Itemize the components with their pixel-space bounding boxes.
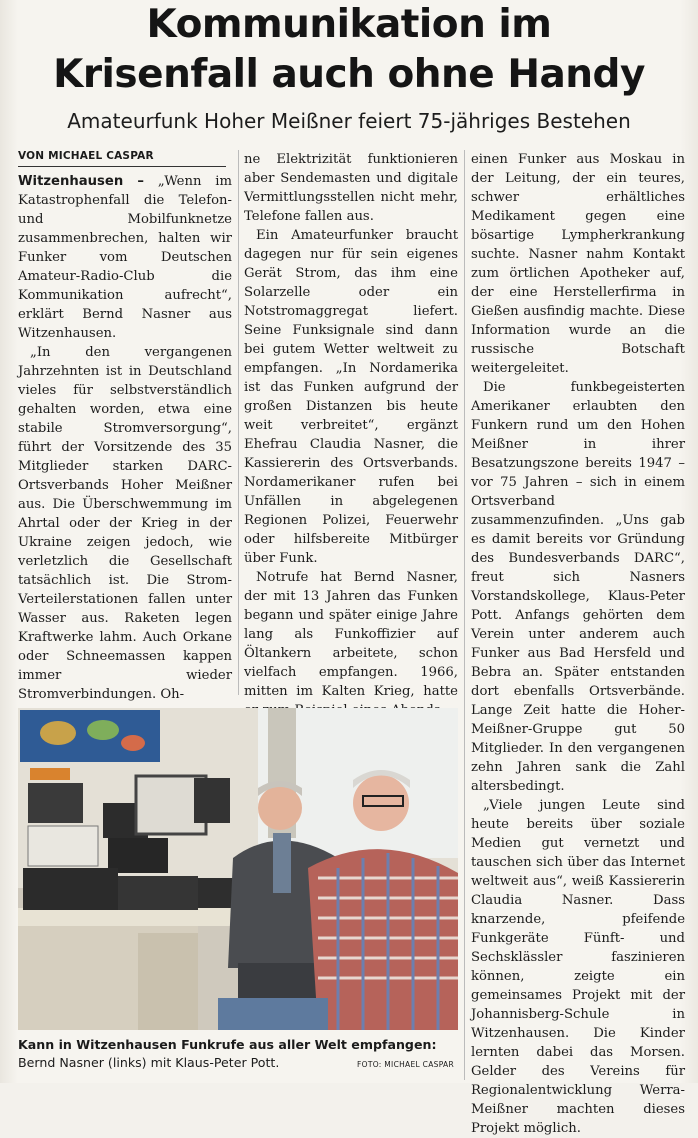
article-column-3 — [471, 150, 685, 1138]
subheadline: Amateurfunk Hoher Meißner feiert 75-jähriges Bestehen — [67, 109, 631, 133]
column-divider-2 — [464, 150, 465, 1080]
byline: VON MICHAEL CASPAR — [18, 150, 226, 167]
paragraph — [18, 172, 232, 343]
paragraph: Die funkbegeisterten Amerikaner erlaubten den Funkern rund um den Hohen Meißner in ihrer Besatzungszone bereits 1947 – vor 75 Jahren – sich in einem Ortsverband zusammenzufinden. „Uns gab es damit bereits vor Gründung des Bundesverbands DARC“, freut sich Nasners Vorstandskollege, Klaus-Peter Pott. Anfangs gehörten dem Verein unter anderem auch Funker aus Bad Hersfeld und Bebra an. Später entstanden dort ebenfalls Ortsverbände. Lange Zeit hatte die Hoher-Meißner-Gruppe gut 50 Mitglieder. In den vergangenen zehn Jahren sank die Zahl altersbedingt. — [471, 380, 685, 794]
paragraph: „Viele jungen Leute sind heute bereits über soziale Medien gut vernetzt und tauschen sich über das Internet weltweit aus“, weiß Kassiererin Claudia Nasner. Dass knarzende, pfeifende Funkgeräte Fünft- und Sechsklässler faszinieren können, zeigte ein gemeinsames Projekt mit der Johannisberg-Schule in Witzenhausen. Die Kinder lernten dabei das Morsen. Gelder des Vereins für Regionalentwicklung Werra-Meißner machten dieses Projekt möglich. — [471, 798, 685, 1136]
paragraph: einen Funker aus Moskau in der Leitung, der ein teures, schwer erhältliches Medikament gegen eine bösartige Lympherkrankung suchte. Nasner nahm Kontakt zum örtlichen Apotheker auf, der eine Herstellerfirma in Gießen ausfindig machte. Diese Information wurde an die russische Botschaft weitergeleitet. — [471, 152, 685, 376]
photo-credit: FOTO: MICHAEL CASPAR — [357, 1060, 454, 1069]
caption-bold: Kann in Witzenhausen Funkrufe aus aller Welt empfangen: — [18, 1037, 437, 1052]
article-column-2 — [244, 150, 458, 720]
lead-place: Witzenhausen – — [18, 174, 145, 189]
caption-text: Bernd Nasner (links) mit Klaus-Peter Pott. — [18, 1055, 280, 1070]
paragraph: ne Elektrizität funktionieren aber Sendemasten und digitale Vermittlungsstellen nicht mehr, Telefone fallen aus. — [244, 152, 458, 224]
paragraph: Ein Amateurfunker braucht dagegen nur für sein eigenes Gerät Strom, das ihm eine Solarzelle oder ein Notstromaggregat liefert. Seine Funksignale sind dann bei gutem Wetter weltweit zu empfangen. „In Nordamerika ist das Funken aufgrund der großen Distanzen bis heute weit verbreitet“, ergänzt Ehefrau Claudia Nasner, die Kassiererin des Ortsverbands. Nordamerikaner rufen bei Unfällen in abgelegenen Regionen Polizei, Feuerwehr oder hilfsbereite Mitbürger über Funk. — [244, 228, 458, 566]
paragraph-text: „Wenn im Katastrophenfall die Telefon- und Mobilfunknetze zusammenbrechen, halten wir Funker vom Deutschen Amateur-Radio-Club die Kommunikation aufrecht“, erklärt Bernd Nasner aus Witzenhausen. — [18, 174, 232, 341]
radio-room-photo — [18, 708, 458, 1030]
paragraph: Notrufe hat Bernd Nasner, der mit 13 Jahren das Funken begann und später einige Jahre lang als Funkoffizier auf Öltankern arbeitete, schon vielfach empfangen. 1966, mitten im Kalten Krieg, hatte — [244, 570, 458, 699]
article-photo — [18, 708, 458, 1030]
paragraph: „In den vergangenen Jahrzehnten ist in Deutschland vieles für selbstverständlich gehalten worden, etwa eine stabile Stromversorgung“, führt der Vorsitzende des 35 Mitglieder starken DARC-Ortsverbands Hoher Meißner aus. Die Überschwemmung im Ahrtal oder der Krieg in der Ukraine zeigen jedoch, wie verletzlich die Gesellschaft tatsächlich ist. Die Strom-Verteilerstationen fallen unter Wasser aus. Raketen legen Kraftwerke lahm. Auch Orkane oder Schneemassen kappen immer wieder Stromverbindungen. Oh- — [18, 345, 232, 702]
article-column-1 — [18, 172, 232, 704]
column-divider-1 — [238, 150, 239, 695]
headline-line-1: Kommunikation im — [146, 2, 552, 47]
headline-line-2: Krisenfall auch ohne Handy — [53, 52, 645, 97]
